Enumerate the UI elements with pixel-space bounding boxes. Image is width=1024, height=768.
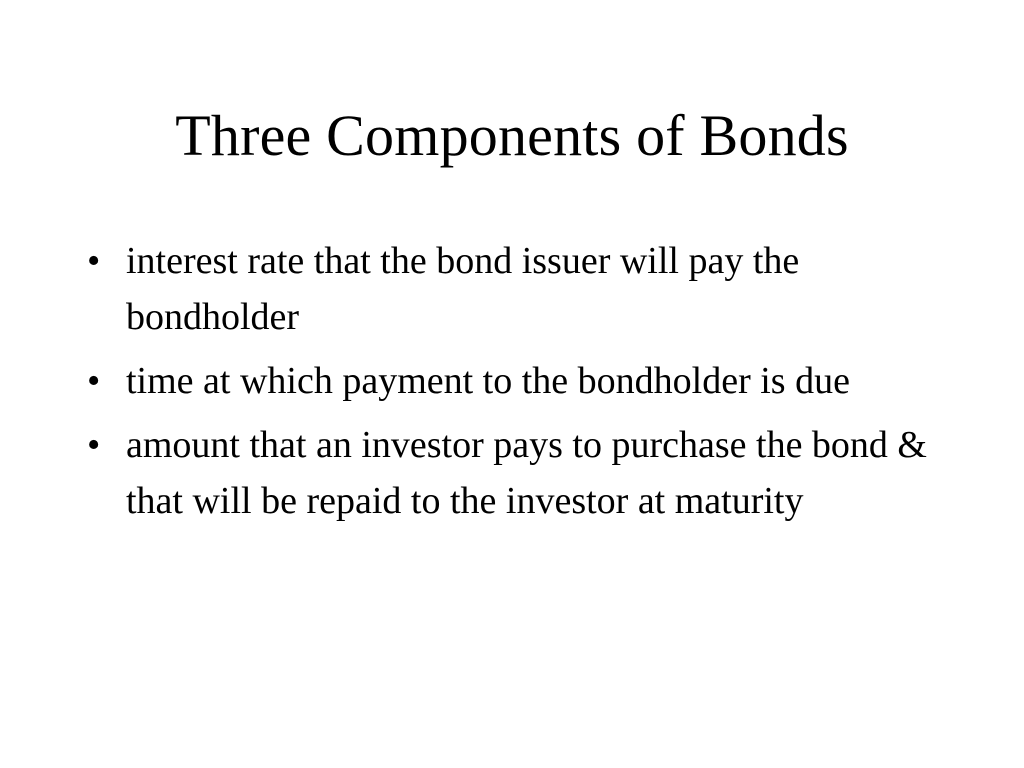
bullet-marker: • (87, 360, 101, 402)
bullet-item-payment-time (87, 353, 967, 409)
bullet-text: interest rate that the bond issuer will pay the bondholder (126, 240, 800, 338)
bullet-marker: • (87, 424, 101, 466)
slide-title: Three Components of Bonds (175, 103, 849, 168)
bullet-text: time at which payment to the bondholder is due (126, 360, 850, 402)
bullet-marker: • (87, 240, 101, 282)
bullet-item-interest-rate (87, 233, 967, 345)
bullet-item-amount (87, 417, 967, 529)
bullet-list (87, 233, 967, 537)
bullet-text: amount that an investor pays to purchase the bond & that will be repaid to the investor at maturity (126, 424, 927, 522)
